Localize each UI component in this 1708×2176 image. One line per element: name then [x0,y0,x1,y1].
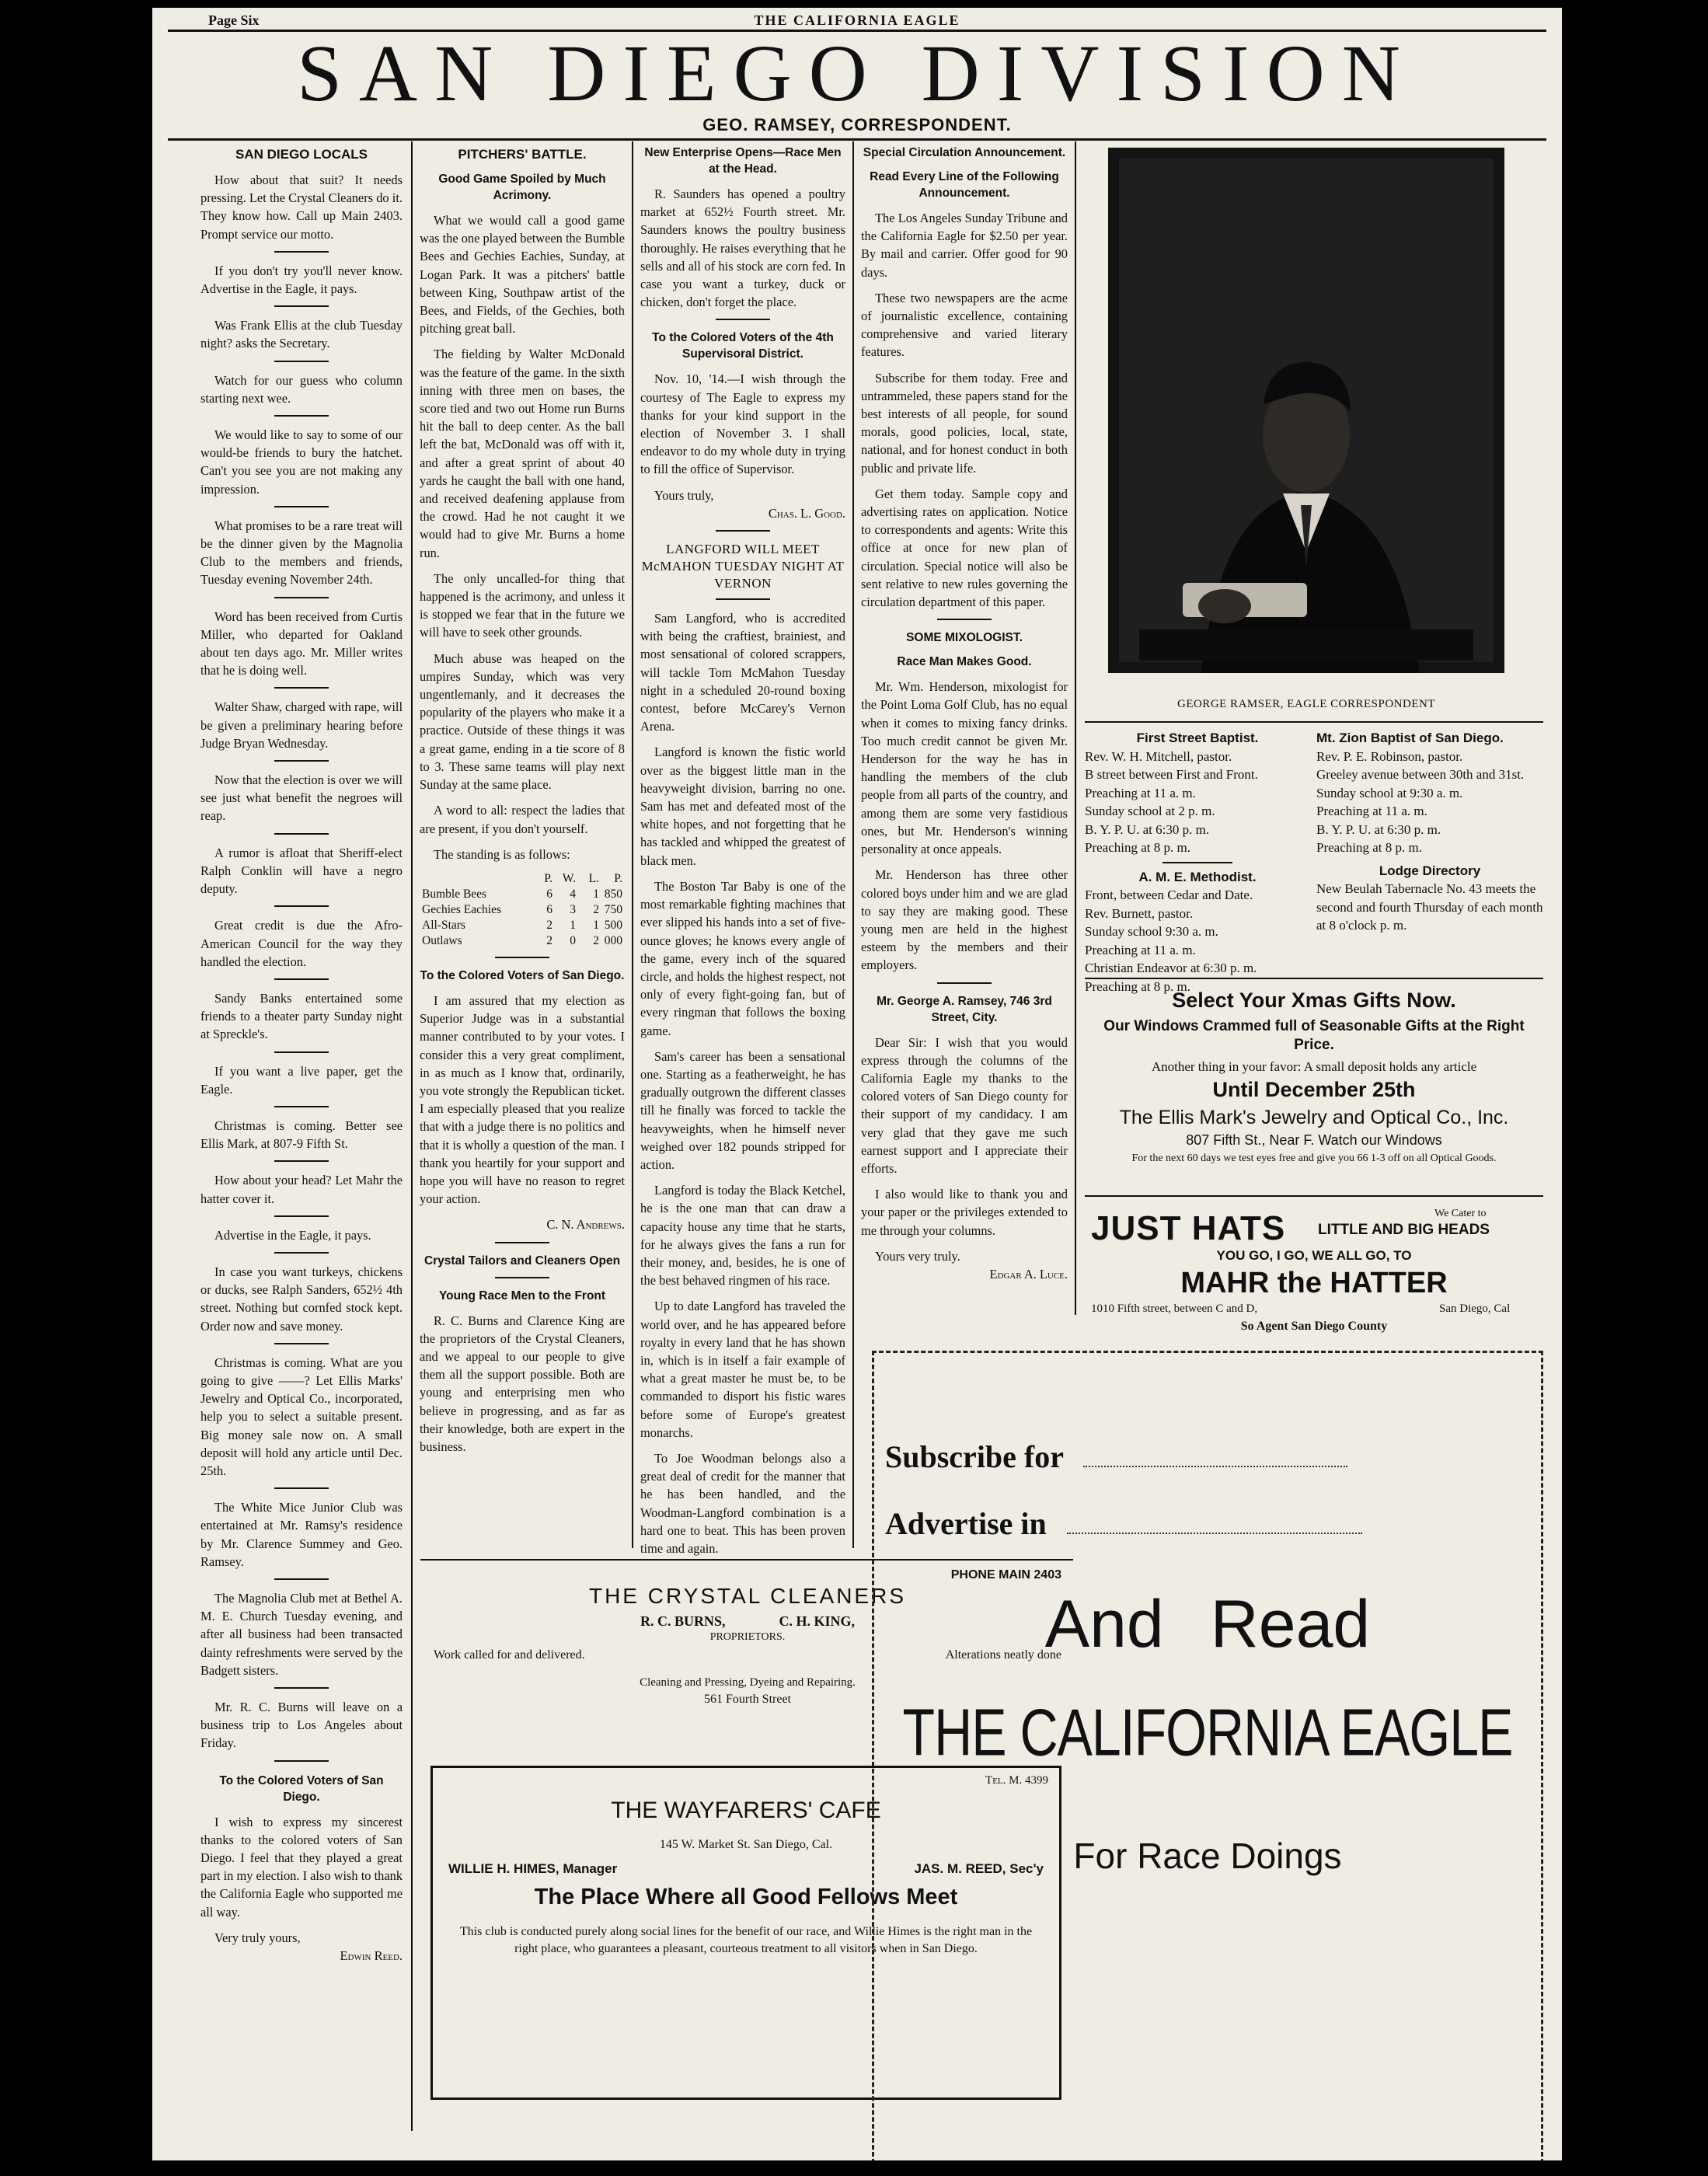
standings-l: 2 [593,902,599,916]
local-item: The White Mice Junior Club was entertained at Mr. Ramsy's residence by Mr. Clarence Summey and Geo. Ramsey. [200,1500,403,1569]
reed-closing: Very truly yours, [214,1930,301,1945]
separator [274,978,329,980]
separator [274,687,329,689]
mixologist-body [861,678,1068,974]
caption-rule [1085,721,1543,723]
pitchers-subheading: Good Game Spoiled by Much Acrimony. [438,173,606,202]
pitchers-paragraph: What we would call a good game was the one played between the Bumble Bees and Gechies Eachies, Sunday, at Logan Park. It was a pitchers' battle between King, Southpaw artist of the Bees, and Fields, of the Gechies, both pitching great ball. [420,213,625,337]
church-line: Sunday school at 9:30 a. m. [1316,785,1463,800]
wayfarers-secretary: JAS. M. REED, Sec'y [914,1861,1044,1876]
crystal-address: 561 Fourth Street [704,1693,791,1706]
section-rule [1085,1195,1543,1197]
crystal-proprietor-1: R. C. BURNS, [640,1613,726,1629]
good-body: Nov. 10, '14.—I wish through the courtesy of The Eagle to express my thanks for your kind support in the election of November 3. I shall endeavor to do my whole duty in trying to fill the office of Supervisor. [640,371,845,477]
portrait-illustration [1108,148,1504,673]
locals-heading: SAN DIEGO LOCALS [235,147,368,162]
pitchers-paragraph: A word to all: respect the ladies that are present, if you don't yourself. [420,803,625,836]
separator [274,1106,329,1107]
separator [274,251,329,253]
local-item: Christmas is coming. Better see Ellis Mark, at 807-9 Fifth St. [200,1118,403,1152]
standings-table [420,871,625,949]
title-rule [168,138,1546,141]
eagle-and-read: And Read [1044,1587,1371,1662]
california-eagle-ad [872,1351,1543,2160]
zion-name: Mt. Zion Baptist of San Diego. [1316,731,1504,745]
advertise-blank [1067,1533,1362,1534]
church-directory-left [1085,729,1310,996]
local-item: What promises to be a rare treat will be the dinner given by the Magnolia Club to the members and friends, Tuesday evening November 24th. [200,518,403,588]
separator [274,760,329,762]
lodge-details [1316,880,1543,935]
local-item: A rumor is afloat that Sheriff-elect Ralph Conklin will have a negro deputy. [200,845,403,897]
column-circulation [861,145,1068,1291]
standings-w: 4 [570,887,576,901]
standings-p: 6 [546,887,552,901]
separator [274,1252,329,1254]
local-item: Mr. R. C. Burns will leave on a business trip to Los Angeles about Friday. [200,1700,403,1751]
crystal-name: THE CRYSTAL CLEANERS [588,1584,907,1608]
church-line: Sunday school at 2 p. m. [1085,804,1215,818]
standings-l: 1 [593,918,599,932]
crystal-phone: PHONE MAIN 2403 [950,1568,1061,1581]
separator [716,319,770,320]
paper-name: THE CALIFORNIA EAGLE [754,12,960,28]
local-item: Watch for our guess who column starting next wee. [200,372,403,406]
circulation-body [861,209,1068,611]
mahr-cater: We Cater to [1434,1208,1487,1219]
standings-pct: 850 [604,887,622,901]
standings-team: All-Stars [422,918,465,932]
local-item: Great credit is due the Afro-American Council for the way they handled the election. [200,918,403,969]
crystal-proprietors-label: PROPRIETORS. [709,1631,786,1643]
luce-body: Dear Sir: I wish that you would express through the columns of the California Eagle my thanks to the colored voters of San Diego county for their support of my candidacy. I am very glad that they gave me such earnest support and I appreciate their efforts. [861,1034,1068,1176]
church-line: Christian Endeavor at 6:30 p. m. [1085,961,1257,975]
saunders-body: R. Saunders has opened a poultry market at 652½ Fourth street. Mr. Saunders knows the poultry business thoroughly. He raises everything that he sells and all of his stock are corn fed. In case you want a turkey, duck or chicken, don't forget the place. [640,187,845,310]
separator [495,1242,549,1243]
church-line: Preaching at 8 p. m. [1085,840,1190,855]
circulation-subheading: Read Every Line of the Following Announcement. [870,170,1059,200]
church-line: Preaching at 8 p. m. [1316,840,1422,855]
page-number: Page Six [208,12,260,28]
pitchers-paragraph: The standing is as follows: [434,846,570,862]
pitchers-heading: PITCHERS' BATTLE. [458,147,587,162]
standings-col: P. [544,871,552,885]
separator [495,957,549,958]
correspondent-line: GEO. RAMSEY, CORRESPONDENT. [702,115,1012,134]
circulation-paragraph: The Los Angeles Sunday Tribune and the California Eagle for $2.50 per year. By mail and carrier. Offer good for 90 days. [861,211,1068,280]
langford-paragraph: Langford is known the fistic world over as the biggest little man in the heavyweight division, barring no one. Sam has met and defeated most of the white hopes, and not forgetting that he has tackled and whipped the greatest of black men. [640,745,845,868]
church-line: B street between First and Front. [1085,767,1258,782]
mahr-go: YOU GO, I GO, WE ALL GO, TO [1216,1248,1412,1263]
masthead [152,12,1562,28]
mixologist-subheading: Race Man Makes Good. [897,655,1032,669]
church-line: Preaching at 11 a. m. [1085,942,1196,957]
separator [274,305,329,307]
standings-l: 2 [593,933,599,947]
standings-l: 1 [593,887,599,901]
separator [274,1051,329,1053]
wayfarers-tel: Tel. M. 4399 [985,1774,1048,1787]
langford-body [640,609,845,1557]
mahr-just-hats: JUST HATS [1091,1209,1286,1247]
standings-p: 6 [546,902,552,916]
standings-w: 0 [570,933,576,947]
standings-pct: 000 [604,933,622,947]
good-closing: Yours truly, [654,487,714,503]
local-item: Christmas is coming. What are you going to give ——? Let Ellis Marks' Jewelry and Optical Co., incorporated, help you to select a suitable present. Big money sale now on. A small deposit will hold any article until Dec. 25th. [200,1355,403,1478]
luce-signature: Edgar A. Luce. [989,1266,1068,1282]
separator [274,1687,329,1689]
correspondent-photo [1108,148,1504,673]
crystal-alterations: Alterations neatly done [945,1648,1061,1662]
church-line: B. Y. P. U. at 6:30 p. m. [1316,821,1441,837]
eagle-tagline: For Race Doings [1073,1836,1342,1876]
standings-header [420,871,625,887]
ellis-company: The Ellis Mark's Jewelry and Optical Co., Inc. [1119,1107,1509,1128]
wayfarers-manager: WILLIE H. HIMES, Manager [448,1861,618,1876]
standings-col: W. [562,871,576,885]
separator [274,1578,329,1580]
separator [274,1487,329,1489]
photo-caption: GEORGE RAMSER, EAGLE CORRESPONDENT [1176,698,1435,710]
church-line: Greeley avenue between 30th and 31st. [1316,767,1525,782]
langford-paragraph: To Joe Woodman belongs also a great deal of credit for the manner that he has been handled, and the Woodman-Langford combination is a hard one to beat. This has been proven time and again. [640,1450,845,1556]
local-item: Word has been received from Curtis Miller, who departed for Oakland about ten days ago. Mr. Miller writes that he is doing well. [200,609,403,678]
first-baptist-details [1085,748,1310,857]
local-item: Advertise in the Eagle, it pays. [214,1227,371,1243]
separator [274,1343,329,1344]
good-signature: Chas. L. Good. [768,505,845,521]
wayfarers-slogan: The Place Where all Good Fellows Meet [534,1885,958,1909]
separator [937,982,992,984]
local-item: If you want a live paper, get the Eagle. [200,1063,403,1097]
eagle-subscribe [885,1438,1347,1475]
wayfarers-body: This club is conducted purely along social lines for the benefit of our race, and Willie Himes is the right man in the right place, who guarantees a pleasant, courteous treatment to all visitors when in San Diego. [459,1925,1033,1955]
separator [495,1277,549,1278]
first-baptist-name: First Street Baptist. [1136,731,1259,745]
church-line: Preaching at 11 a. m. [1316,804,1427,818]
newspaper-page [152,8,1562,2160]
saunders-heading: New Enterprise Opens—Race Men at the Head. [644,146,842,176]
ellis-tagline: Our Windows Crammed full of Seasonable Gifts at the Right Price. [1103,1018,1525,1053]
local-item: We would like to say to some of our would-be friends to bury the hatchet. Can't you see you are not making any impression. [200,427,403,497]
langford-paragraph: Up to date Langford has traveled the world over, and he has appeared before royalty in every land that he has shown in, which is in itself a fair example of what a great master he must be, to be commanded to disport his fistic wares before some of Europe's greatest monarchs. [640,1299,845,1440]
standings-p: 2 [546,918,552,932]
local-item: Now that the election is over we will see just what benefit the negroes will reap. [200,772,403,824]
lodge-name: Lodge Directory [1379,863,1481,878]
local-item: Walter Shaw, charged with rape, will be given a preliminary hearing before Judge Bryan Wednesday. [200,699,403,751]
separator [274,1160,329,1162]
local-item: How about that suit? It needs pressing. Let the Crystal Cleaners do it. They know how. Call up Main 2403. Prompt service our motto. [200,173,403,242]
zion-details [1316,748,1543,857]
subscribe-blank [1083,1466,1347,1467]
separator [274,361,329,362]
good-heading: To the Colored Voters of the 4th Supervisoral District. [652,331,834,361]
church-line: Preaching at 8 p. m. [1085,978,1190,994]
church-line: Rev. Burnett, pastor. [1085,905,1194,921]
column-pitchers [420,145,625,1463]
ellis-deposit: Another thing in your favor: A small deposit holds any article [1151,1059,1477,1074]
church-directory-right [1316,729,1543,935]
circulation-heading: Special Circulation Announcement. [863,146,1066,159]
luce-closing: Yours very truly. [875,1248,960,1264]
mixologist-paragraph: Mr. Henderson has three other colored boys under him and we are glad to say they are making good. These young men are held in the highest esteem by the members and their employers. [861,867,1068,973]
ame-name: A. M. E. Methodist. [1138,869,1257,884]
separator [274,1760,329,1762]
mahr-agent: So Agent San Diego County [1240,1320,1388,1333]
separator [716,530,770,532]
mixologist-heading: SOME MIXOLOGIST. [906,631,1023,645]
mahr-address: 1010 Fifth street, between C and D, [1091,1302,1258,1315]
local-item: If you don't try you'll never know. Advertise in the Eagle, it pays. [200,263,403,297]
ellis-jewelry-ad [1082,989,1546,1166]
local-item: In case you want turkeys, chickens or ducks, see Ralph Sanders, 652½ 4th street. Nothing but cornfed stock kept. Order now and save money. [200,1264,403,1334]
column-rule [1075,141,1076,1315]
wayfarers-name: THE WAYFARERS' CAFE [611,1798,881,1823]
crystal-proprietor-2: C. H. KING, [779,1613,856,1629]
reed-heading: To the Colored Voters of San Diego. [219,1773,384,1804]
local-item: The Magnolia Club met at Bethel A. M. E. Church Tuesday evening, and after all business had been transacted dainty refreshments were served by the Badgett sisters. [200,1590,403,1678]
table-row [420,918,625,933]
mahr-heads: LITTLE AND BIG HEADS [1318,1222,1490,1238]
pitchers-body [420,211,625,863]
standings-w: 1 [570,918,576,932]
church-line: Front, between Cedar and Date. [1085,887,1253,902]
crystal-article-heading: Crystal Tailors and Cleaners Open [424,1254,621,1268]
eagle-advertise [885,1505,1362,1542]
standings-col: L. [588,871,599,885]
pitchers-paragraph: The fielding by Walter McDonald was the feature of the game. In the sixth inning with three men on bases, the score tied and two out Home run Burns hit the ball to deep center. As the ball left the bat, McDonald was off with it, and after a great sprint of about 40 yards he caught the ball with one hand, and received deafening applause from the crowd. Had he not caught it we would had to give Mr. Burns a home run. [420,347,625,560]
pitchers-paragraph: Much abuse was heaped on the umpires Sunday, which was very ungentlemanly, and it decreases the popularity of the players who make it a practice. Outside of these things it was a great game, ending in a tie score of 8 to 3. These same teams will play next Sunday at the same place. [420,650,625,793]
langford-paragraph: The Boston Tar Baby is one of the most remarkable fighting machines that ever slipped his hands into a set of five-ounce gloves; he knows every angle of the game, every inch of the squared circle, and holds the highest respect, not only of every fight-going fan, but of every ringman that follows the boxing game. [640,878,845,1038]
local-item: Sandy Banks entertained some friends to a theater party Sunday night at Spreckle's. [200,990,403,1042]
wayfarers-address: 145 W. Market St. San Diego, Cal. [659,1838,833,1851]
table-row [420,933,625,949]
reed-signature: Edwin Reed. [340,1948,403,1964]
luce-body-2: I also would like to thank you and your paper or the privileges extended to me through your columns. [861,1187,1068,1238]
pitchers-paragraph: The only uncalled-for thing that happened is the acrimony, and unless it is stopped we fear that in the future we will have to seek other grounds. [420,570,625,640]
standings-col: P. [614,871,622,885]
andrews-body: I am assured that my election as Superior Judge was in a substantial manner contributed to by your votes. I consider this a very great compliment, in as much as I know that, ordinarily, you vote strongly the Republican ticket. I am especially pleased that you realize that with a judge there is no politics and that it is wholly a question of the man. I thank you heartily for your support and hope you will have no reason to regret your action. [420,992,625,1207]
column-locals [200,145,403,1972]
separator [274,597,329,598]
langford-paragraph: Sam Langford, who is accredited with being the craftiest, brainiest, and most sensational of colored scrappers, will tackle Tom McMahon Tuesday night in a scheduled 20-round boxing contest, before McCarey's Vernon Arena. [640,611,845,734]
ellis-date: Until December 25th [1212,1078,1416,1101]
standings-team: Gechies Eachies [422,902,501,916]
section-rule [1085,978,1543,979]
standings-w: 3 [570,902,576,916]
column-rule [411,141,413,2131]
separator [274,415,329,417]
crystal-article-body: R. C. Burns and Clarence King are the proprietors of the Crystal Cleaners, and we appeal to our people to give them all the support possible. Both are young and enterprising men who believe in progressing, and as far as their knowledge, both are expert in the business. [420,1313,625,1454]
crystal-article-subheading: Young Race Men to the Front [438,1289,606,1302]
eagle-name: THE CALIFORNIA EAGLE [902,1696,1513,1770]
mahr-hatter-ad [1085,1203,1543,1315]
crystal-services: Cleaning and Pressing, Dyeing and Repairing. [640,1676,856,1689]
church-line: Rev. P. E. Robinson, pastor. [1316,748,1463,764]
andrews-heading: To the Colored Voters of San Diego. [420,968,625,982]
church-line: Preaching at 11 a. m. [1085,785,1196,800]
mixologist-paragraph: Mr. Wm. Henderson, mixologist for the Point Loma Golf Club, has no equal when it comes to mixing fancy drinks. Too much credit cannot be given Mr. Henderson for the way he has in handling the members of the club people from all parts of the country, and among them are some very fastidious ones, but Mr. Henderson's winning personality at once appeals. [861,679,1068,857]
separator [716,598,770,600]
circulation-paragraph: These two newspapers are the acme of journalistic excellence, containing comprehensive and varied literary features. [861,290,1068,360]
andrews-signature: C. N. Andrews. [546,1217,625,1233]
circulation-paragraph: Subscribe for them today. Free and untrammeled, these papers stand for the best interests of all people, for sound morals, good policies, local, state, national, and for honest conduct in both public and private life. [861,370,1068,476]
standings-pct: 750 [604,902,622,916]
table-row [420,887,625,902]
circulation-paragraph: Get them today. Sample copy and advertising rates on application. Notice to correspondents and agents: Write this office at once for new plan of circulation. Special notice will also be sent relative to new rules governing the circulation department of this paper. [861,486,1068,610]
column-rule [852,141,854,1548]
separator [274,905,329,907]
langford-paragraph: Langford is today the Black Ketchel, he is the one man that can draw a capacity house any time that he starts, for he always gives the fans a run for their money, and, besides, he is one of the best behaved ringmen of his race. [640,1183,845,1289]
mahr-name: MAHR the HATTER [1180,1267,1448,1299]
langford-heading: LANGFORD WILL MEET McMAHON TUESDAY NIGHT AT VERNON [641,542,845,591]
separator [274,1215,329,1217]
local-item: Was Frank Ellis at the club Tuesday night? asks the Secretary. [200,318,403,351]
separator [274,833,329,835]
locals-list [200,171,403,1762]
luce-heading: Mr. George A. Ramsey, 746 3rd Street, City. [877,994,1052,1024]
mahr-city: San Diego, Cal [1439,1302,1511,1315]
ellis-address: 807 Fifth St., Near F. Watch our Windows [1186,1132,1442,1148]
ellis-eyes: For the next 60 days we test eyes free and give you 66 1-3 off on all Optical Goods. [1131,1153,1497,1164]
church-line: Sunday school 9:30 a. m. [1085,924,1218,939]
local-item: How about your head? Let Mahr the hatter cover it. [200,1173,403,1206]
standings-pct: 500 [604,918,622,932]
lodge-line: New Beulah Tabernacle No. 43 meets the second and fourth Thursday of each month at 8 o'clock p. m. [1316,881,1543,933]
eagle-subscribe-label: Subscribe for [885,1439,1064,1474]
page-title: SAN DIEGO DIVISION [297,29,1417,118]
column-langford [640,145,845,1565]
separator [274,506,329,507]
church-line: B. Y. P. U. at 6:30 p. m. [1085,821,1210,837]
eagle-advertise-label: Advertise in [885,1506,1047,1541]
langford-paragraph: Sam's career has been a sensational one. Starting as a featherweight, he has gradually outgrown the different classes till he finally was forced to tackle the heavyweights, when he himself never weighed over 182 pounds stripped for action. [640,1048,845,1172]
separator [1162,862,1232,863]
church-line: Rev. W. H. Mitchell, pastor. [1085,748,1232,764]
separator [937,619,992,620]
standings-p: 2 [546,933,552,947]
crystal-pickup: Work called for and delivered. [434,1648,585,1662]
standings-team: Bumble Bees [422,887,487,901]
reed-body: I wish to express my sincerest thanks to the colored voters of San Diego. I feel that they played a great part in my election. I also wish to thank the California Eagle who supported me all way. [200,1814,403,1920]
column-rule [632,141,633,1548]
standings-team: Outlaws [422,933,462,947]
ellis-headline: Select Your Xmas Gifts Now. [1172,989,1456,1012]
table-row [420,902,625,918]
